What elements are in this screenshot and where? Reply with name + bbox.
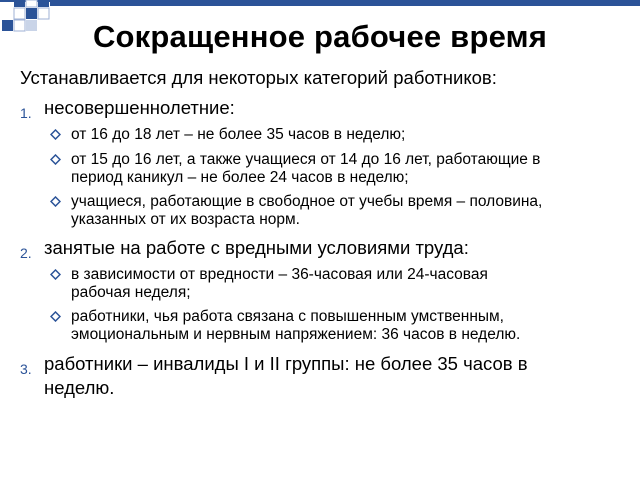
sub-item-line: период каникул – не более 24 часов в неделю; <box>71 169 409 186</box>
sub-item-line: указанных от их возраста норм. <box>71 211 300 228</box>
hollow-diamond-bullet-icon <box>50 154 61 165</box>
list-number: 2. <box>20 245 32 261</box>
list-item-line: работники – инвалиды I и II группы: не более 35 часов в <box>44 353 528 374</box>
sub-item-line: работники, чья работа связана с повышенным умственным, <box>71 308 504 325</box>
list-item-text: занятые на работе с вредными условиями труда: <box>44 237 469 258</box>
sub-item-line: учащиеся, работающие в свободное от учебы время – половина, <box>71 193 543 210</box>
slide-title: Сокращенное рабочее время <box>92 19 548 54</box>
sub-item-line: от 15 до 16 лет, а также учащиеся от 14 до 16 лет, работающие в <box>71 151 541 168</box>
hollow-diamond-bullet-icon <box>50 311 61 322</box>
hollow-diamond-bullet-icon <box>50 269 61 280</box>
sub-item-line: эмоциональным и нервным напряжением: 36 часов в неделю. <box>71 326 521 343</box>
list-item-line: неделю. <box>44 377 115 398</box>
sub-item-line: от 16 до 18 лет – не более 35 часов в неделю; <box>71 126 406 143</box>
list-number: 1. <box>20 105 32 121</box>
list-item-text: несовершеннолетние: <box>44 97 235 118</box>
sub-item-line: в зависимости от вредности – 36-часовая или 24-часовая <box>71 266 488 283</box>
list-number: 3. <box>20 361 32 377</box>
hollow-diamond-bullet-icon <box>50 129 61 140</box>
hollow-diamond-bullet-icon <box>50 196 61 207</box>
sub-item-line: рабочая неделя; <box>71 284 191 301</box>
intro-text: Устанавливается для некоторых категорий работников: <box>20 67 497 88</box>
